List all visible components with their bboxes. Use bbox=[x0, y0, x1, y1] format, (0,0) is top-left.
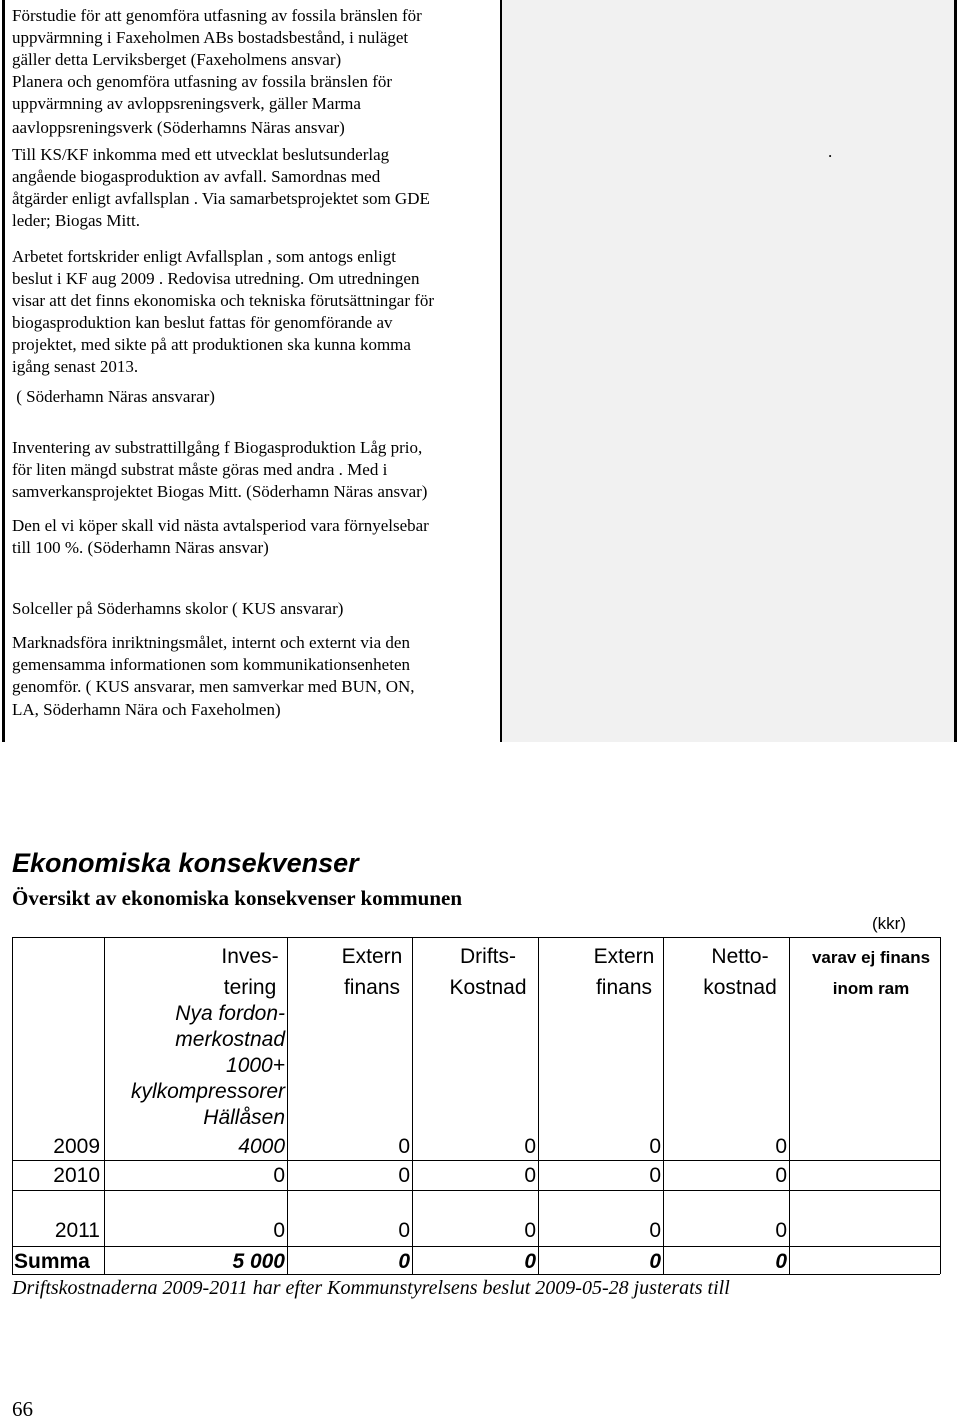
text-line: Inventering av substrattillgång f Biogasproduktion Låg prio, bbox=[12, 438, 423, 457]
column-header: Drifts- Kostnad bbox=[449, 945, 527, 999]
cell-nettokostnad: 0 bbox=[775, 1219, 787, 1242]
cell-extern-finans: 0 bbox=[398, 1219, 410, 1242]
text-line: Förstudie för att genomföra utfasning av fossila bränslen för bbox=[12, 6, 422, 25]
status-column-text: . bbox=[828, 142, 833, 161]
cell-investering: 0 bbox=[273, 1219, 285, 1242]
text-line: aavloppsreningsverk (Söderhamns Näras ansvar) bbox=[12, 118, 345, 137]
cell-driftskostnad: 0 bbox=[524, 1250, 536, 1273]
text-line: Solceller på Söderhamns skolor ( KUS ansvarar) bbox=[12, 599, 344, 618]
text-line: gemensamma informationen som kommunikationsenheten bbox=[12, 655, 410, 674]
footnote: Driftskostnaderna 2009-2011 har efter Kommunstyrelsens beslut 2009-05-28 justerats till bbox=[12, 1277, 730, 1299]
text-line: visar att det finns ekonomiska och tekniska förutsättningar för bbox=[12, 291, 435, 310]
column-header: Netto- kostnad bbox=[703, 945, 777, 999]
text-line: gäller detta Lerviksberget (Faxeholmens ansvar) bbox=[12, 50, 342, 69]
section-heading: Ekonomiska konsekvenser bbox=[12, 848, 359, 878]
column-header: Extern finans bbox=[341, 945, 403, 999]
text-line: projektet, med sikte på att produktionen ska kunna komma bbox=[12, 335, 411, 354]
cell-extern-finans-2: 0 bbox=[649, 1135, 661, 1158]
text-line: Arbetet fortskrider enligt Avfallsplan , som antogs enligt bbox=[12, 247, 396, 266]
cell-extern-finans: 0 bbox=[398, 1135, 410, 1158]
text-line: Till KS/KF inkomma med ett utvecklat beslutsunderlag bbox=[12, 145, 390, 164]
cell-nettokostnad: 0 bbox=[775, 1250, 787, 1273]
cell-extern-finans: 0 bbox=[398, 1250, 410, 1273]
cell-driftskostnad: 0 bbox=[524, 1135, 536, 1158]
cell-extern-finans-2: 0 bbox=[649, 1250, 661, 1273]
cell-nettokostnad: 0 bbox=[775, 1135, 787, 1158]
row-year: Summa bbox=[14, 1250, 90, 1273]
page-number: 66 bbox=[12, 1397, 33, 1421]
cell-investering: 4000 bbox=[238, 1135, 285, 1158]
text-line: uppvärmning av avloppsreningsverk, gäller Marma bbox=[12, 94, 361, 113]
cell-driftskostnad: 0 bbox=[524, 1219, 536, 1242]
text-line: igång senast 2013. bbox=[12, 357, 139, 376]
cell-investering: 0 bbox=[273, 1164, 285, 1187]
table-grid-line bbox=[12, 937, 940, 938]
column-header: Inves- tering bbox=[221, 945, 279, 999]
cell-extern-finans: 0 bbox=[398, 1164, 410, 1187]
text-line: åtgärder enligt avfallsplan . Via samarbetsprojektet som GDE bbox=[12, 189, 430, 208]
unit-label: (kkr) bbox=[872, 914, 906, 933]
cell-driftskostnad: 0 bbox=[524, 1164, 536, 1187]
table-border-middle bbox=[500, 0, 502, 742]
text-line: leder; Biogas Mitt. bbox=[12, 211, 140, 230]
text-line: LA, Söderhamn Nära och Faxeholmen) bbox=[12, 700, 281, 719]
text-line: samverkansprojektet Biogas Mitt. (Söderhamn Näras ansvar) bbox=[12, 482, 428, 501]
row-year: 2009 bbox=[53, 1135, 100, 1158]
text-line: beslut i KF aug 2009 . Redovisa utredning. Om utredningen bbox=[12, 269, 420, 288]
text-line: angående biogasproduktion av avfall. Samordnas med bbox=[12, 167, 381, 186]
text-line: Den el vi köper skall vid nästa avtalsperiod vara förnyelsebar bbox=[12, 516, 429, 535]
investment-note: Nya fordon- merkostnad 1000+ kylkompressorer Hällåsen bbox=[130, 1002, 285, 1129]
status-column bbox=[502, 0, 954, 742]
table-grid-line bbox=[12, 1190, 940, 1191]
cell-extern-finans-2: 0 bbox=[649, 1164, 661, 1187]
table-grid-line bbox=[12, 1160, 940, 1161]
text-line: ( Söderhamn Näras ansvarar) bbox=[12, 387, 215, 406]
column-header: varav ej finans inom ram bbox=[811, 948, 931, 998]
column-header: Extern finans bbox=[593, 945, 655, 999]
table-border-left bbox=[2, 0, 5, 742]
text-line: Planera och genomföra utfasning av fossila bränslen för bbox=[12, 72, 393, 91]
row-year: 2011 bbox=[54, 1219, 100, 1242]
section-subheading: Översikt av ekonomiska konsekvenser kommunen bbox=[12, 886, 463, 910]
text-line: Marknadsföra inriktningsmålet, internt och externt via den bbox=[12, 633, 410, 652]
text-line: för liten mängd substrat måste göras med andra . Med i bbox=[12, 460, 388, 479]
row-year: 2010 bbox=[53, 1164, 100, 1187]
cell-nettokostnad: 0 bbox=[775, 1164, 787, 1187]
table-grid-line bbox=[12, 1246, 940, 1247]
table-border-right bbox=[954, 0, 957, 742]
text-line: uppvärmning i Faxeholmen ABs bostadsbestånd, i nuläget bbox=[12, 28, 409, 47]
cell-investering: 5 000 bbox=[232, 1250, 285, 1273]
text-line: biogasproduktion kan beslut fattas för genomförande av bbox=[12, 313, 393, 332]
text-line: till 100 %. (Söderhamn Näras ansvar) bbox=[12, 538, 269, 557]
text-line: genomför. ( KUS ansvarar, men samverkar med BUN, ON, bbox=[12, 677, 415, 696]
cell-extern-finans-2: 0 bbox=[649, 1219, 661, 1242]
